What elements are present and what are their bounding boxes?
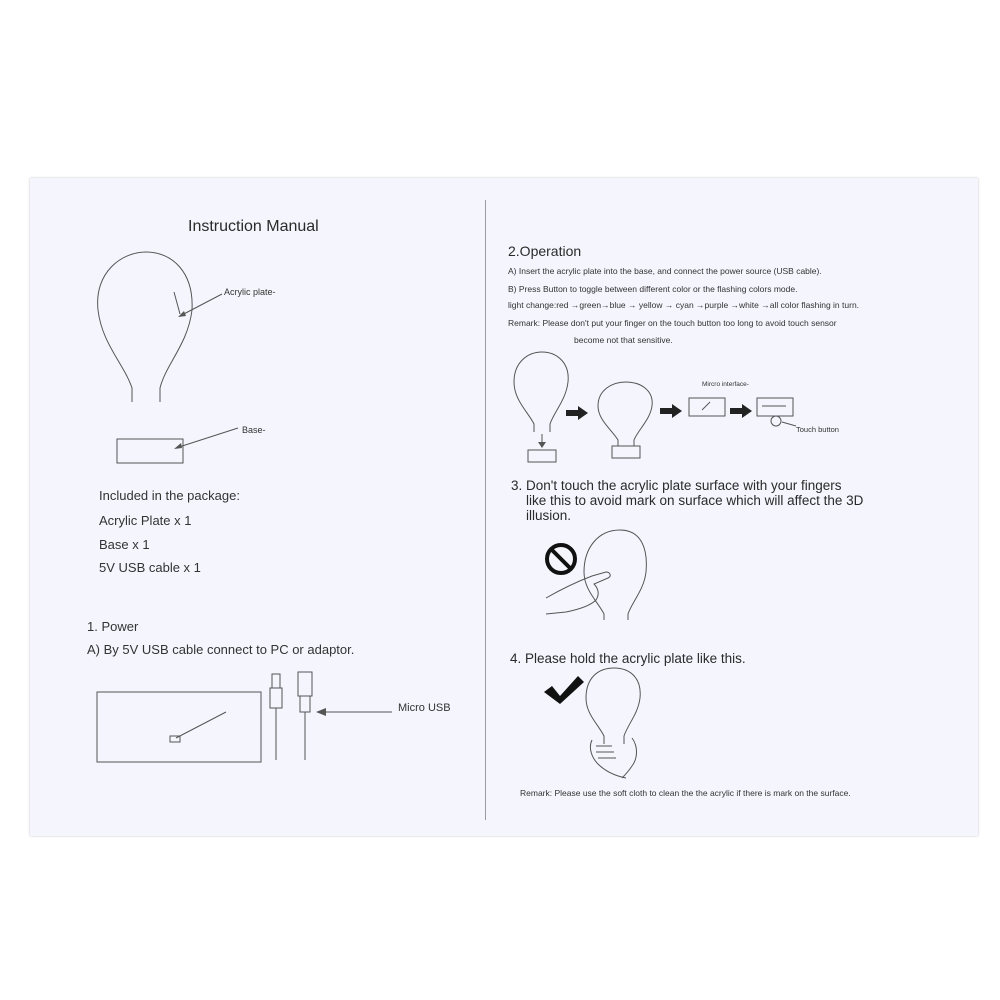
operation-line: A) Insert the acrylic plate into the base, and connect the power source (USB cable). xyxy=(508,266,822,276)
micro-usb-label: Micro USB xyxy=(398,702,451,714)
micro-usb-arrow xyxy=(314,706,394,718)
operation-bulb-1 xyxy=(512,352,572,462)
package-item: 5V USB cable x 1 xyxy=(99,560,201,575)
power-instruction: A) By 5V USB cable connect to PC or adaptor. xyxy=(87,642,355,657)
power-base-illustration xyxy=(96,690,266,770)
arrow-right-icon xyxy=(660,404,684,418)
base-arrow xyxy=(172,426,242,456)
hand-holding-plate-illustration xyxy=(584,668,644,780)
manual-title: Instruction Manual xyxy=(188,218,319,235)
step3-line: illusion. xyxy=(526,508,572,523)
cleaning-remark: Remark: Please use the soft cloth to clean the the acrylic if there is mark on the surface. xyxy=(520,788,851,798)
step3-line: 3. Don't touch the acrylic plate surface with your fingers xyxy=(511,478,842,493)
package-item: Acrylic Plate x 1 xyxy=(99,513,192,528)
acrylic-plate-label: Acrylic plate- xyxy=(224,287,276,297)
operation-line: become not that sensitive. xyxy=(574,335,673,345)
micro-interface-illustration xyxy=(688,396,728,420)
checkmark-icon xyxy=(544,676,584,706)
usb-cable-illustration xyxy=(268,672,318,762)
operation-bulb-2 xyxy=(596,382,656,462)
bulb-illustration xyxy=(94,252,214,422)
column-divider xyxy=(485,200,486,820)
base-label: Base- xyxy=(242,425,266,435)
power-title: 1. Power xyxy=(87,619,139,634)
operation-line: light change:red →green→blue → yellow → cyan →purple →white →all color flashing in turn. xyxy=(508,300,860,310)
step4-text: 4. Please hold the acrylic plate like this. xyxy=(510,651,746,666)
package-item: Base x 1 xyxy=(99,537,150,552)
micro-interface-label: Mircro interface- xyxy=(702,381,749,388)
operation-line: Remark: Please don't put your finger on the touch button too long to avoid touch sensor xyxy=(508,318,837,328)
touch-button-label: Touch button xyxy=(796,425,839,434)
included-title: Included in the package: xyxy=(99,488,240,503)
operation-line: B) Press Button to toggle between different color or the flashing colors mode. xyxy=(508,284,798,294)
arrow-right-icon xyxy=(730,404,754,418)
arrow-right-icon xyxy=(566,406,590,420)
acrylic-arrow xyxy=(176,292,226,322)
step3-line: like this to avoid mark on surface which will affect the 3D xyxy=(526,493,864,508)
operation-title: 2.Operation xyxy=(508,243,582,259)
finger-on-plate-illustration xyxy=(546,528,656,628)
